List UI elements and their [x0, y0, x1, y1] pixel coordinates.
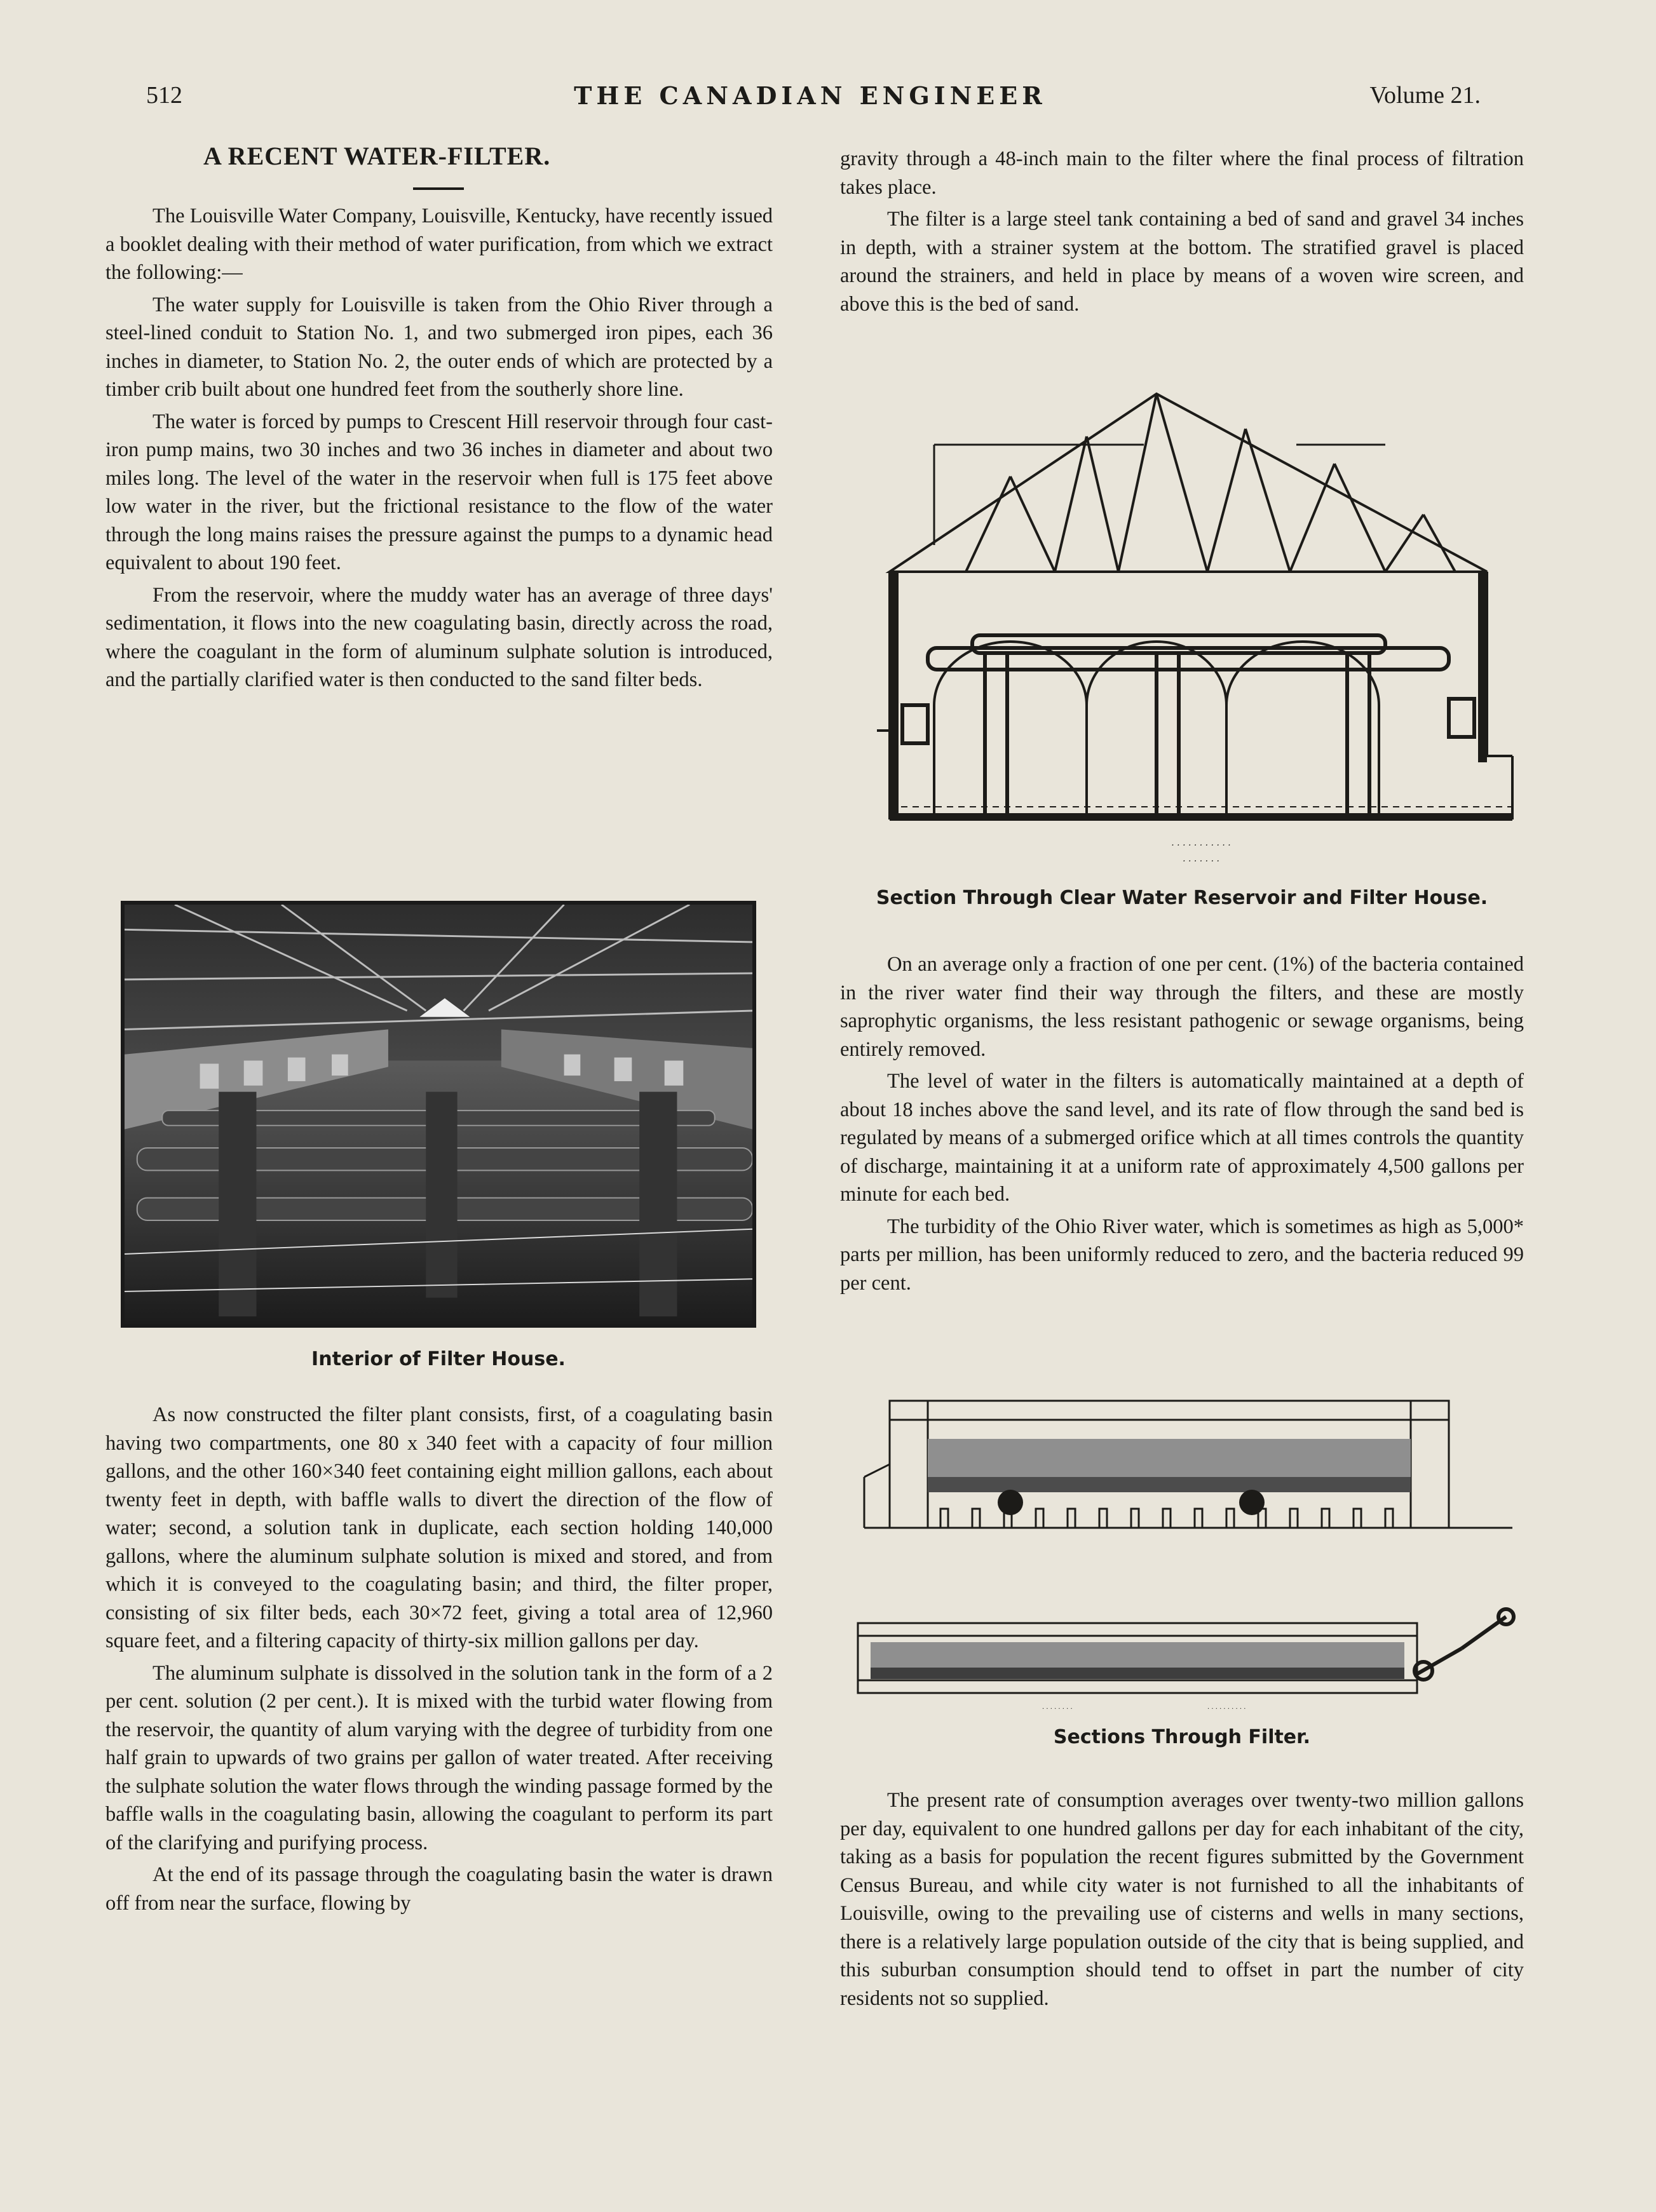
- left-column-bottom: [105, 1401, 773, 1921]
- page-number: 512: [146, 82, 182, 109]
- section-drawing-filter-house: [852, 375, 1525, 877]
- paragraph: The water is forced by pumps to Crescent Hill reservoir through four cast-iron pump mains, two 30 inches and two 36 inches in diameter and about two miles long. The level of the water in the reservoir when full is 175 feet above low water in the river, but the frictional resistance to the flow of the water through the long mains raises the pressure against the pumps to a dynamic head equivalent to about 190 feet.: [105, 410, 773, 574]
- paragraph: On an average only a fraction of one per cent. (1%) of the bacteria contained in the river water find their way through the filters, and these are mostly saprophytic organisms, the less resistant pathogenic or sewage organisms, being entirely removed.: [840, 953, 1524, 1061]
- paragraph: The turbidity of the Ohio River water, which is sometimes as high as 5,000* parts per million, has been uniformly reduced to zero, and the bacteria reduced 99 per cent.: [840, 1215, 1524, 1295]
- right-column-middle: [840, 950, 1524, 1301]
- drawing-annotation: · · · · · · · · · · ·: [1171, 840, 1231, 851]
- filter-transverse-section: [852, 1394, 1519, 1547]
- right-column-top: [840, 145, 1524, 322]
- paragraph: At the end of its passage through the coagulating basin the water is drawn off from near the surface, flowing by: [105, 1863, 773, 1915]
- article-title: A RECENT WATER-FILTER.: [203, 142, 551, 170]
- photo-caption: Interior of Filter House.: [311, 1348, 566, 1370]
- right-column-bottom: [840, 1786, 1524, 2016]
- filter-longitudinal-section: [852, 1604, 1519, 1718]
- left-column-top: [105, 202, 773, 698]
- filter-caption: Sections Through Filter.: [1053, 1726, 1311, 1748]
- journal-title: THE CANADIAN ENGINEER: [574, 81, 1047, 110]
- title-divider: [413, 187, 464, 190]
- paragraph: The Louisville Water Company, Louisville, Kentucky, have recently issued a booklet dealing with their method of water purification, from which we extract the following:—: [105, 205, 773, 284]
- volume-label: Volume 21.: [1369, 82, 1481, 109]
- section-caption: Section Through Clear Water Reservoir and Filter House.: [876, 887, 1488, 909]
- filter-house-photo: [121, 901, 756, 1328]
- paragraph: The water supply for Louisville is taken from the Ohio River through a steel-lined conduit to Station No. 1, and two submerged iron pipes, each 36 inches in diameter, to Station No. 2, the outer ends of which are protected by a timber crib built about one hundred feet from the southerly shore line.: [105, 293, 773, 401]
- filter-longitudinal-svg: [852, 1604, 1519, 1718]
- paragraph: From the reservoir, where the muddy water has an average of three days' sedimentation, it flows into the new coagulating basin, directly across the road, where the coagulant in the form of aluminum sulphate solution is introduced, and the partially clarified water is then conducted to the sand filter beds.: [105, 583, 773, 691]
- paragraph: The filter is a large steel tank containing a bed of sand and gravel 34 inches in depth, with a strainer system at the bottom. The stratified gravel is placed around the strainers, and held in place by means of a woven wire screen, and above this is the bed of sand.: [840, 208, 1524, 316]
- drawing-annotation: · · · · · · · ·: [1042, 1706, 1073, 1713]
- page-header: [140, 81, 1481, 119]
- paragraph: The present rate of consumption averages over twenty-two million gallons per day, equivalent to one hundred gallons per day for each inhabitant of the city, taking as a basis for population the recent figures submitted by the Government Census Bureau, and while city water is not furnished to all the inhabitants of Louisville, owing to the prevailing use of cisterns and wells in many sections, there is a relatively large population outside of the city that is being supplied, and this suburban consumption should tend to offset in part the number of city residents not so supplied.: [840, 1789, 1524, 2010]
- drawing-annotation: · · · · · · ·: [1183, 856, 1219, 867]
- filter-transverse-svg: [852, 1394, 1519, 1547]
- paragraph: The aluminum sulphate is dissolved in the solution tank in the form of a 2 per cent. solution (2 per cent.). It is mixed with the turbid water flowing from the reservoir, the quantity of alum varying with the degree of turbidity from one half grain to upwards of two grains per gallon of water treated. After receiving the sulphate solution the water flows through the winding passage formed by the baffle walls in the coagulating basin, allowing the coagulant to perform its part of the clarifying and purifying process.: [105, 1661, 773, 1854]
- paragraph: The level of water in the filters is automatically maintained at a depth of about 18 inches above the sand level, and its rate of flow through the sand bed is regulated by means of a submerged orifice which at all times controls the quantity of discharge, maintaining it at a uniform rate of approximately 4,500 gallons per minute for each bed.: [840, 1070, 1524, 1206]
- filter-house-photo-image: [125, 905, 752, 1324]
- paragraph: As now constructed the filter plant consists, first, of a coagulating basin having two compartments, one 80 x 340 feet with a capacity of four million gallons, and the other 160×340 feet containing eight million gallons, each about twenty feet in depth, with baffle walls to divert the direction of the flow of water; second, a solution tank in duplicate, each section holding 140,000 gallons, where the aluminum sulphate solution is mixed and stored, and from which it is conveyed to the coagulating basin; and third, the filter proper, consisting of six filter beds, each 30×72 feet, giving a total area of 12,960 square feet, and a filtering capacity of thirty-six million gallons per day.: [105, 1403, 773, 1652]
- paragraph: gravity through a 48-inch main to the filter where the final process of filtration takes place.: [840, 147, 1524, 199]
- section-drawing-svg: [852, 375, 1525, 877]
- drawing-annotation: · · · · · · · · · ·: [1207, 1706, 1246, 1713]
